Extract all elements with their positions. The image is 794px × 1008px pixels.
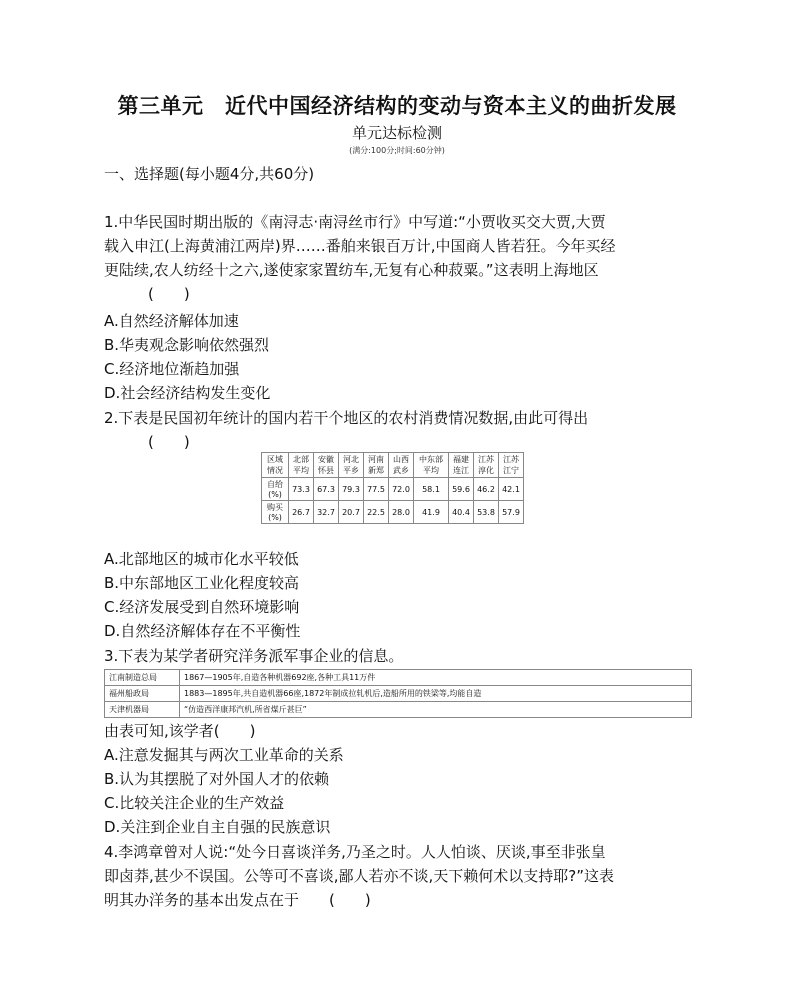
- option-d: D.关注到企业自主自强的民族意识: [104, 818, 331, 836]
- answer-blank: ( ): [148, 433, 190, 451]
- option-c: C.经济发展受到自然环境影响: [104, 598, 300, 616]
- table-header-cell: 河北 平乡: [339, 453, 364, 478]
- table-row: [105, 686, 692, 702]
- option-d: D.社会经济结构发生变化: [104, 384, 271, 402]
- row-label-cell: 购买 (%): [262, 501, 289, 524]
- option-b: B.中东部地区工业化程度较高: [104, 574, 300, 592]
- enterprise-info-cell: 1867—1905年,自造各种机器692座,各种工具11万件: [180, 670, 692, 686]
- section-heading: 一、选择题(每小题4分,共60分): [104, 165, 315, 183]
- table-header-cell: 区域 情况: [262, 453, 289, 478]
- question-2: [104, 406, 694, 454]
- table-header-cell: 北部 平均: [289, 453, 314, 478]
- table-header-cell: 江苏 淳化: [474, 453, 499, 478]
- score-time-note: (满分:100分;时间:60分钟): [349, 146, 445, 155]
- table-header-cell: 安徽 怀县: [314, 453, 339, 478]
- table-cell: 58.1: [414, 478, 449, 501]
- enterprise-table: [104, 669, 692, 718]
- question-3-stem: 由表可知,该学者( ): [104, 722, 256, 740]
- option-a: A.自然经济解体加速: [104, 312, 239, 330]
- table-header-cell: 江苏 江宁: [499, 453, 524, 478]
- table-cell: 53.8: [474, 501, 499, 524]
- table-cell: 42.1: [499, 478, 524, 501]
- table-header-cell: 福建 连江: [449, 453, 474, 478]
- table-cell: 20.7: [339, 501, 364, 524]
- question-3: [104, 644, 694, 668]
- question-3-line: 3.下表为某学者研究洋务派军事企业的信息。: [104, 647, 404, 665]
- consumption-table: [261, 452, 524, 524]
- table-header-cell: 中东部 平均: [414, 453, 449, 478]
- table-row: [262, 501, 524, 524]
- option-b: B.华夷观念影响依然强烈: [104, 336, 270, 354]
- table-cell: 73.3: [289, 478, 314, 501]
- table-cell: 67.3: [314, 478, 339, 501]
- question-1-line: 更陆续,农人纺经十之六,遂使家家置纺车,无复有心种菽粟。”这表明上海地区: [104, 261, 599, 279]
- table-row: [105, 670, 692, 686]
- question-4-line: 4.李鸿章曾对人说:“处今日喜谈洋务,乃圣之时。人人怕谈、厌谈,事至非张皇: [104, 843, 606, 861]
- question-1: [104, 210, 694, 306]
- page-title: 第三单元 近代中国经济结构的变动与资本主义的曲折发展: [117, 94, 677, 118]
- table-cell: 41.9: [414, 501, 449, 524]
- enterprise-name-cell: 福州船政局: [105, 686, 180, 702]
- question-1-line: 载入申江(上海黄浦江两岸)界……番舶来银百万计,中国商人皆若狂。今年买经: [104, 237, 616, 255]
- enterprise-info-cell: 1883—1895年,共自造机器66座,1872年制成拉轧机后,造船所用的铁梁等,均能自造: [180, 686, 692, 702]
- table-header-row: [262, 453, 524, 478]
- table-cell: 40.4: [449, 501, 474, 524]
- table-cell: 77.5: [364, 478, 389, 501]
- table-cell: 26.7: [289, 501, 314, 524]
- page-subtitle: 单元达标检测: [351, 124, 442, 142]
- table-cell: 59.6: [449, 478, 474, 501]
- option-a: A.北部地区的城市化水平较低: [104, 550, 299, 568]
- table-row: [262, 478, 524, 501]
- enterprise-name-cell: 江南制造总局: [105, 670, 180, 686]
- option-c: C.经济地位渐趋加强: [104, 360, 240, 378]
- question-4-line: 即卤莽,甚少不误国。公等可不喜谈,鄙人若亦不谈,天下赖何术以支持耶?”这表: [104, 867, 615, 885]
- table-cell: 72.0: [389, 478, 414, 501]
- question-4: [104, 840, 694, 912]
- option-d: D.自然经济解体存在不平衡性: [104, 622, 301, 640]
- table-cell: 28.0: [389, 501, 414, 524]
- row-label-cell: 自给 (%): [262, 478, 289, 501]
- option-b: B.认为其摆脱了对外国人才的依赖: [104, 770, 330, 788]
- question-1-line: 1.中华民国时期出版的《南浔志·南浔丝市行》中写道:“小贾收买交大贾,大贾: [104, 213, 606, 231]
- table-cell: 22.5: [364, 501, 389, 524]
- table-header-cell: 河南 新郑: [364, 453, 389, 478]
- enterprise-name-cell: 天津机器局: [105, 702, 180, 718]
- table-row: [105, 702, 692, 718]
- question-4-line: 明其办洋务的基本出发点在于 ( ): [104, 891, 371, 909]
- table-cell: 57.9: [499, 501, 524, 524]
- table-cell: 46.2: [474, 478, 499, 501]
- question-2-line: 2.下表是民国初年统计的国内若干个地区的农村消费情况数据,由此可得出: [104, 409, 589, 427]
- table-cell: 32.7: [314, 501, 339, 524]
- table-header-cell: 山西 武乡: [389, 453, 414, 478]
- enterprise-info-cell: “仿造西洋康邦汽机,所省煤斤甚巨”: [180, 702, 692, 718]
- option-c: C.比较关注企业的生产效益: [104, 794, 285, 812]
- answer-blank: ( ): [148, 285, 190, 303]
- option-a: A.注意发掘其与两次工业革命的关系: [104, 746, 344, 764]
- table-cell: 79.3: [339, 478, 364, 501]
